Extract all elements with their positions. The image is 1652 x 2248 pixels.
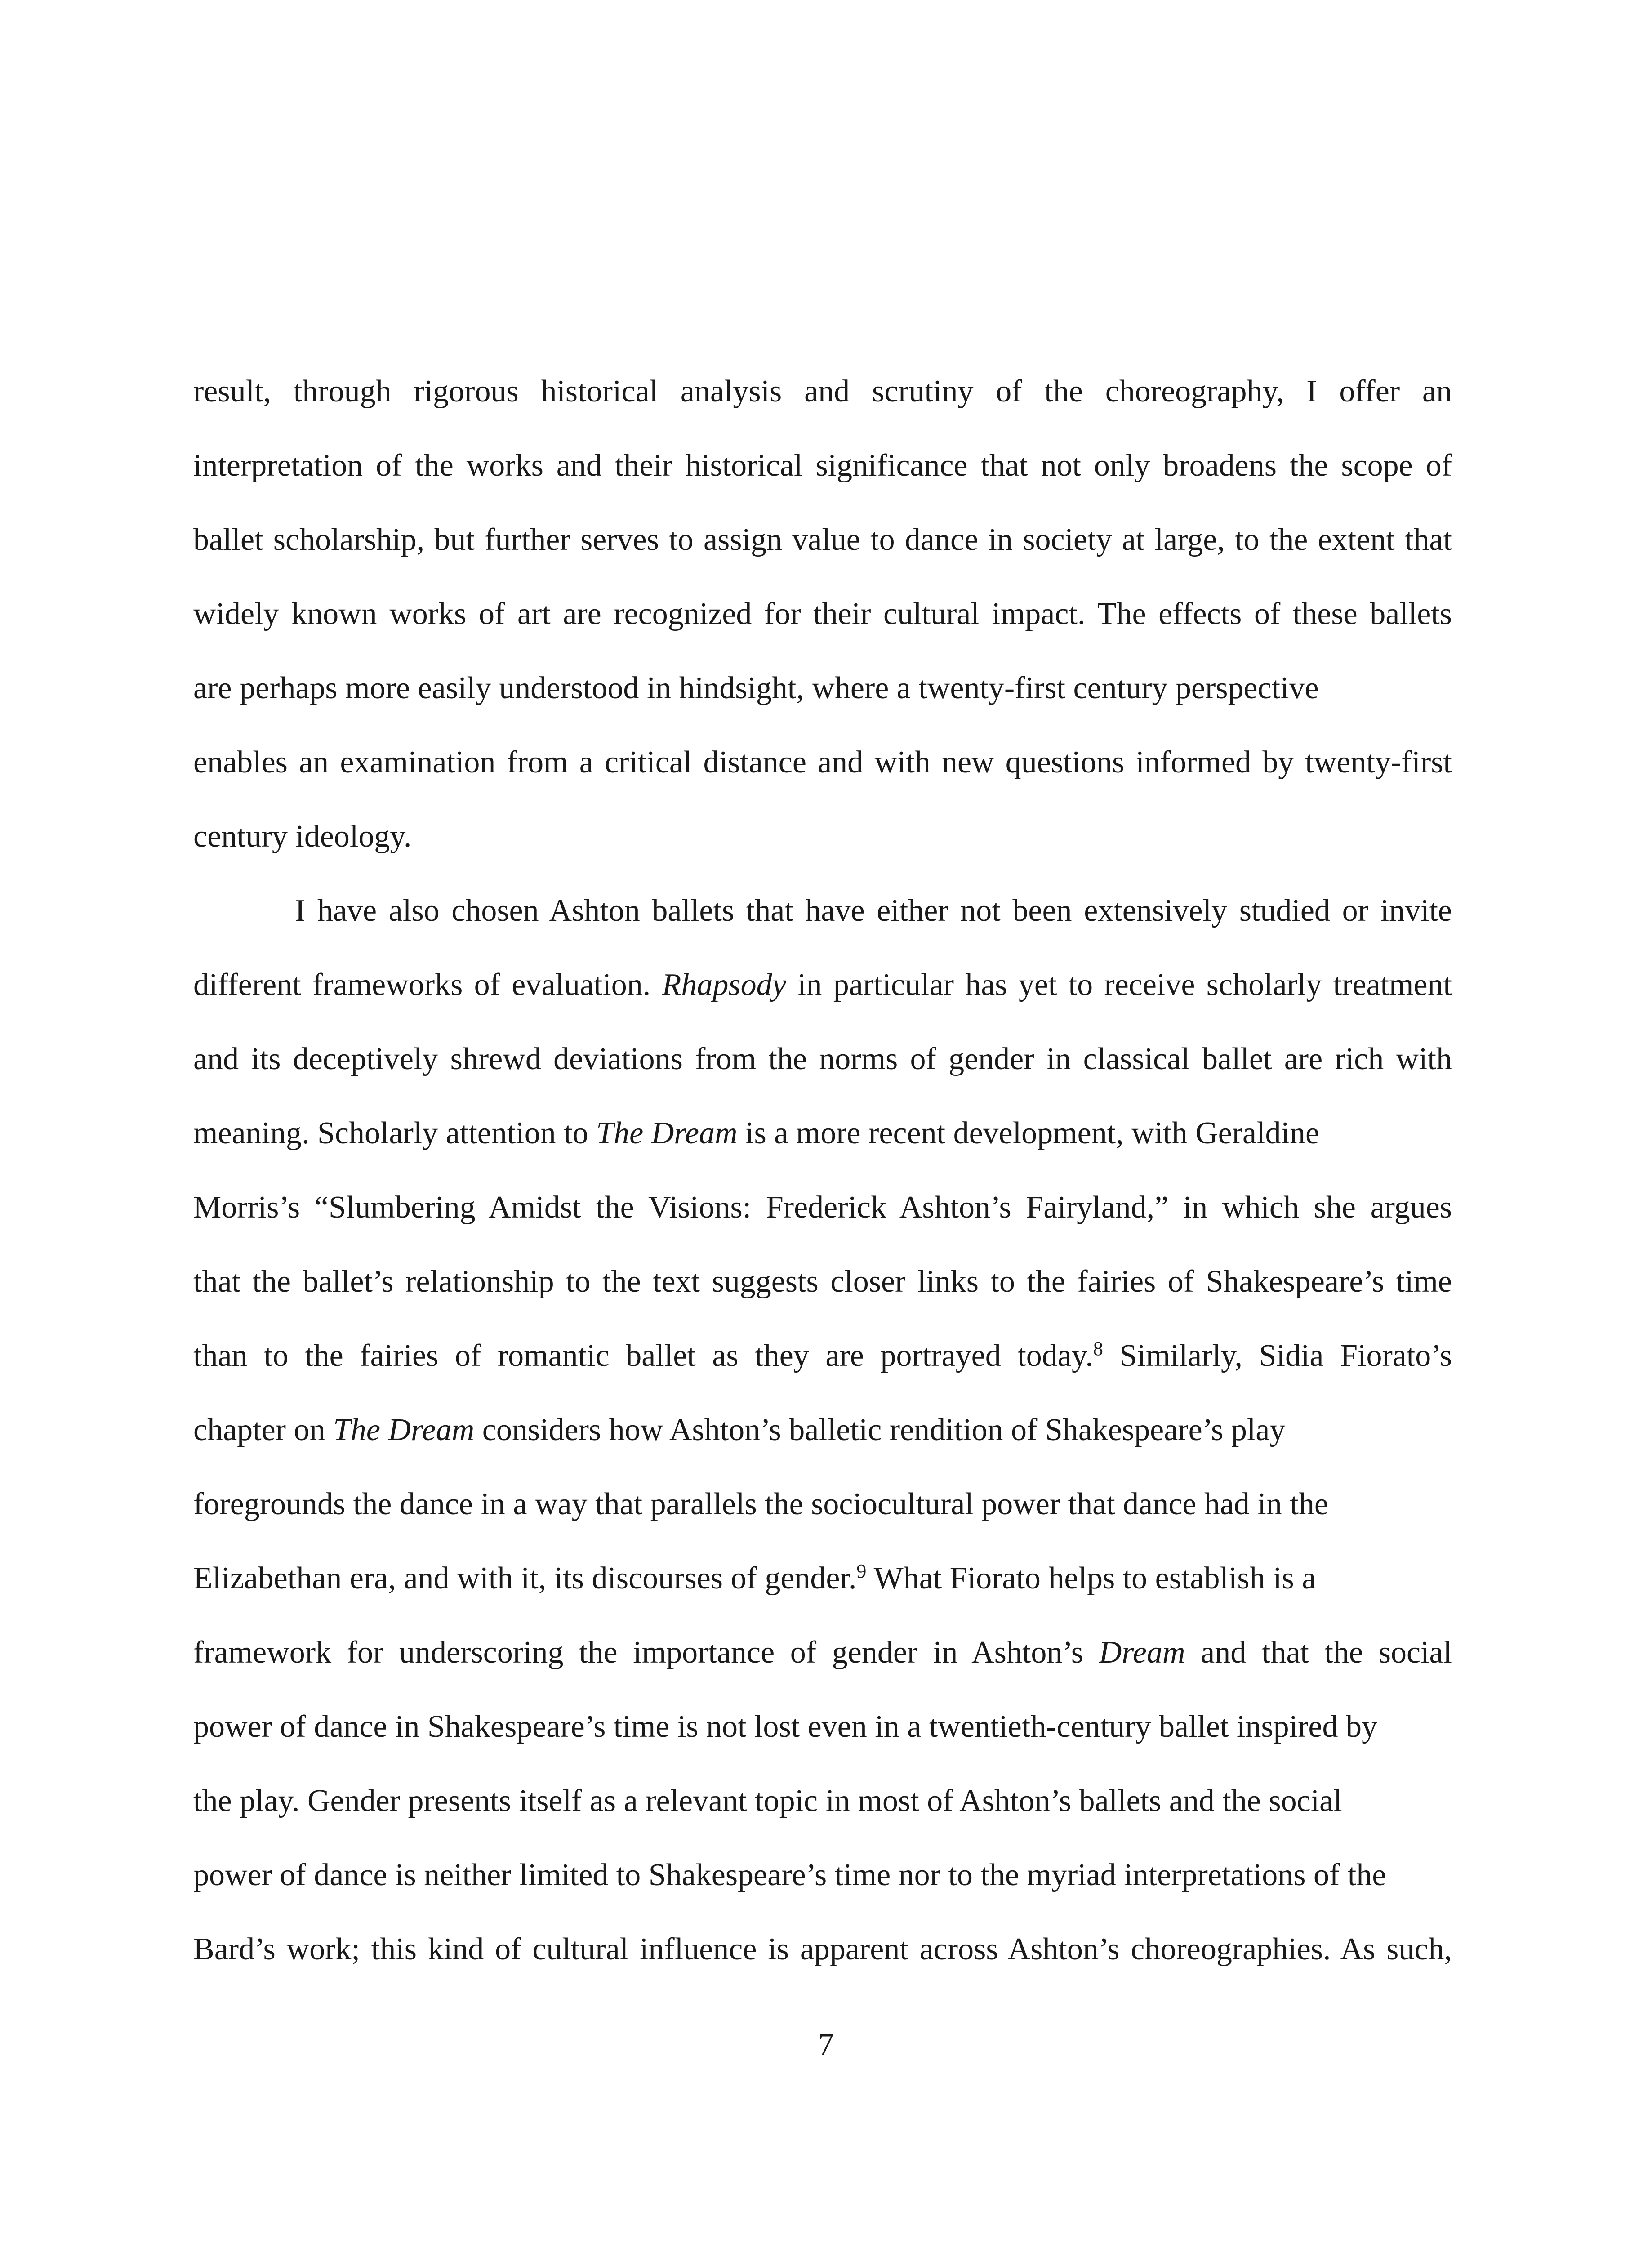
text-run: chapter on xyxy=(193,1413,333,1447)
text-line xyxy=(193,1096,1319,1170)
ballet-title: Rhapsody xyxy=(662,968,786,1002)
ballet-title: The Dream xyxy=(596,1116,738,1151)
text-run: and that the social xyxy=(1185,1635,1452,1670)
text-line: century ideology. xyxy=(193,819,412,854)
text-line: Bard’s work; this kind of cultural influence is apparent across Ashton’s choreographies. As such, xyxy=(193,1932,1452,1967)
text-line: that the ballet’s relationship to the text suggests closer links to the fairies of Shakespeare’s time xyxy=(193,1264,1452,1299)
text-line: ballet scholarship, but further serves to assign value to dance in society at large, to the extent that xyxy=(193,522,1452,557)
text-line xyxy=(193,1393,1285,1467)
text-line xyxy=(193,1615,1452,1690)
text-run: is a more recent development, with Geraldine xyxy=(737,1116,1320,1151)
footnote-reference[interactable]: 9 xyxy=(856,1560,867,1582)
text-line: power of dance is neither limited to Shakespeare’s time nor to the myriad interpretations of the xyxy=(193,1858,1386,1892)
text-line: interpretation of the works and their historical significance that not only broadens the scope of xyxy=(193,448,1452,483)
text-run: in particular has yet to receive scholarly treatment xyxy=(786,968,1452,1002)
text-run: considers how Ashton’s balletic rendition of Shakespeare’s play xyxy=(474,1413,1286,1447)
text-line: widely known works of art are recognized for their cultural impact. The effects of these ballets xyxy=(193,597,1452,631)
text-run: different frameworks of evaluation. xyxy=(193,968,662,1002)
text-line xyxy=(193,948,1452,1022)
text-line: result, through rigorous historical analysis and scrutiny of the choreography, I offer an xyxy=(193,374,1452,409)
text-line xyxy=(193,1319,1452,1393)
text-line: and its deceptively shrewd deviations from the norms of gender in classical ballet are rich with xyxy=(193,1042,1452,1076)
text-run: than to the fairies of romantic ballet as they are portrayed today. xyxy=(193,1338,1093,1373)
ballet-title: The Dream xyxy=(333,1413,475,1447)
page-number: 7 xyxy=(818,2027,834,2062)
text-run: Similarly, Sidia Fiorato’s xyxy=(1103,1338,1452,1373)
text-run: meaning. Scholarly attention to xyxy=(193,1116,597,1151)
text-run: What Fiorato helps to establish is a xyxy=(866,1561,1316,1596)
text-line: foregrounds the dance in a way that parallels the sociocultural power that dance had in the xyxy=(193,1487,1328,1521)
text-line: the play. Gender presents itself as a relevant topic in most of Ashton’s ballets and the social xyxy=(193,1784,1342,1818)
text-line: I have also chosen Ashton ballets that have either not been extensively studied or invite xyxy=(295,893,1452,928)
footnote-reference[interactable]: 8 xyxy=(1093,1337,1103,1360)
text-line: Morris’s “Slumbering Amidst the Visions: Frederick Ashton’s Fairyland,” in which she argues xyxy=(193,1190,1452,1225)
text-run: Elizabethan era, and with it, its discourses of gender. xyxy=(193,1561,857,1596)
text-line xyxy=(193,1541,1316,1615)
text-line: power of dance in Shakespeare’s time is not lost even in a twentieth-century ballet inspired by xyxy=(193,1709,1377,1744)
ballet-title: Dream xyxy=(1099,1635,1185,1670)
text-line: enables an examination from a critical distance and with new questions informed by twenty-first xyxy=(193,745,1452,780)
text-run: framework for underscoring the importance of gender in Ashton’s xyxy=(193,1635,1099,1670)
text-line: are perhaps more easily understood in hindsight, where a twenty-first century perspective xyxy=(193,671,1319,705)
